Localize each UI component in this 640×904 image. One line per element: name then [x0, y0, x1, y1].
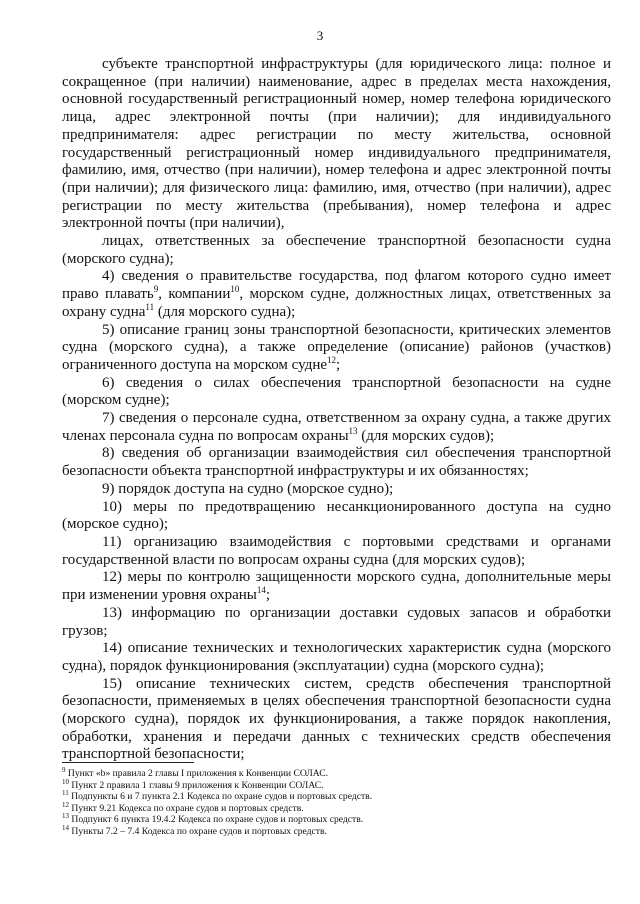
paragraph-text: (для морского судна);: [154, 303, 296, 320]
paragraph-item-9: 9) порядок доступа на судно (морское судно);: [102, 480, 394, 497]
paragraph-text: 5) описание границ зоны транспортной безопасности, критических элементов судна (морского судна), а также определение (описание) районов (участков) ограниченного доступа на морском судне: [62, 321, 611, 373]
footnote-ref: 13: [348, 425, 358, 436]
footnote-text: Подпункты 6 и 7 пункта 2.1 Кодекса по охране судов и портовых средств.: [68, 791, 373, 803]
paragraph-item-8: 8) сведения об организации взаимодействия сил обеспечения транспортной безопасности объекта транспортной инфраструктуры и их обязанностях;: [62, 445, 611, 480]
footnote-number: 9: [62, 765, 66, 774]
paragraph-text: , компании: [158, 286, 231, 303]
paragraph-item-4: [62, 268, 611, 321]
footnote-number: 12: [62, 800, 69, 809]
footnote: [62, 791, 611, 803]
paragraph-item-15: 15) описание технических систем, средств обеспечения транспортной безопасности, применяемых в целях обеспечения транспортной безопасности судна (морского судна), порядок их функционирования, а также порядок накопления, обработки, хранения и передачи данных с технических средств обеспечения транспортной безопасности;: [62, 675, 611, 763]
footnote-number: 14: [62, 823, 69, 832]
footnote-number: 13: [62, 812, 69, 821]
paragraph-text: ;: [336, 356, 341, 373]
footnote-ref: 11: [145, 301, 155, 312]
footnote-number: 10: [62, 777, 69, 786]
paragraph-text: 4) сведения о правительстве государства, под флагом которого судно имеет право плавать: [62, 268, 611, 303]
footnote: [62, 777, 611, 792]
paragraph-item-6: 6) сведения о силах обеспечения транспортной безопасности на судне (морском судне);: [62, 374, 611, 409]
paragraph-text: 12) меры по контролю защищенности морского судна, дополнительные меры при изменении уровня охраны: [62, 569, 611, 604]
paragraph: субъекте транспортной инфраструктуры (для юридического лица: полное и сокращенное (при наличии) наименование, адрес в пределах места нахождения, основной государственный регистрационный номер, номер телефона юридического лица, адрес электронной почты (при наличии); для индивидуального предпринимателя: адрес регистрации по месту жительства, основной государственный регистрационный номер индивидуального предпринимателя, фамилию, имя, отчество (при наличии), номер телефона и адрес электронной почты (при наличии); для физического лица: фамилию, имя, отчество (при наличии), адрес регистрации по месту жительства (пребывания), номер телефона и адрес электронной почты (при наличии),: [62, 56, 611, 232]
paragraph-item-11: 11) организацию взаимодействия с портовыми средствами и органами государственной власти по вопросам охраны судна (для морских судов);: [62, 533, 611, 568]
footnote-number: 11: [62, 789, 69, 797]
footnote-text: Подпункт 6 пункта 19.4.2 Кодекса по охране судов и портовых средств.: [69, 814, 364, 826]
footnote-text: Пункт 9.21 Кодекса по охране судов и портовых средств.: [69, 802, 304, 814]
footnote: [62, 765, 611, 780]
paragraph-item-14: 14) описание технических и технологических характеристик судна (морского судна), порядок функционирования (эксплуатации) судна (морского судна);: [62, 640, 611, 674]
footnote: [62, 800, 611, 815]
paragraph-item-13: 13) информацию по организации доставки судовых запасов и обработки грузов;: [62, 604, 611, 639]
paragraph-text: (для морских судов);: [357, 427, 495, 444]
footnote-ref: 9: [153, 284, 159, 295]
footnote-ref: 10: [230, 284, 240, 295]
page-number: 3: [316, 28, 324, 43]
footnote-ref: 12: [327, 354, 337, 365]
footnote-text: Пункт «b» правила 2 главы I приложения к Конвенции СОЛАС.: [65, 768, 329, 779]
paragraph-text: ;: [265, 587, 271, 604]
paragraph-item-5: [62, 322, 611, 375]
footnote-text: Пункт 2 правила 1 главы 9 приложения к Конвенции СОЛАС.: [69, 779, 324, 791]
paragraph-text: 7) сведения о персонале судна, ответственном за охрану судна, а также других членах персонала судна по вопросам охраны: [62, 410, 611, 444]
paragraph-text: , морском судне, должностных лицах, ответственных за охрану судна: [62, 286, 611, 320]
footnote-text: Пункты 7.2 – 7.4 Кодекса по охране судов и портовых средств.: [69, 825, 327, 837]
footnotes: [62, 765, 611, 838]
footnote-separator: [62, 762, 194, 763]
paragraph-item-7: [62, 410, 611, 445]
paragraph-item-12: [62, 569, 611, 604]
footnote-ref: 14: [256, 585, 266, 596]
document-body: [62, 56, 611, 764]
paragraph: лицах, ответственных за обеспечение транспортной безопасности судна (морского судна);: [62, 233, 611, 267]
paragraph-item-10: 10) меры по предотвращению несанкционированного доступа на судно (морское судно);: [62, 498, 611, 533]
footnote: [62, 814, 611, 826]
footnote: [62, 823, 611, 838]
